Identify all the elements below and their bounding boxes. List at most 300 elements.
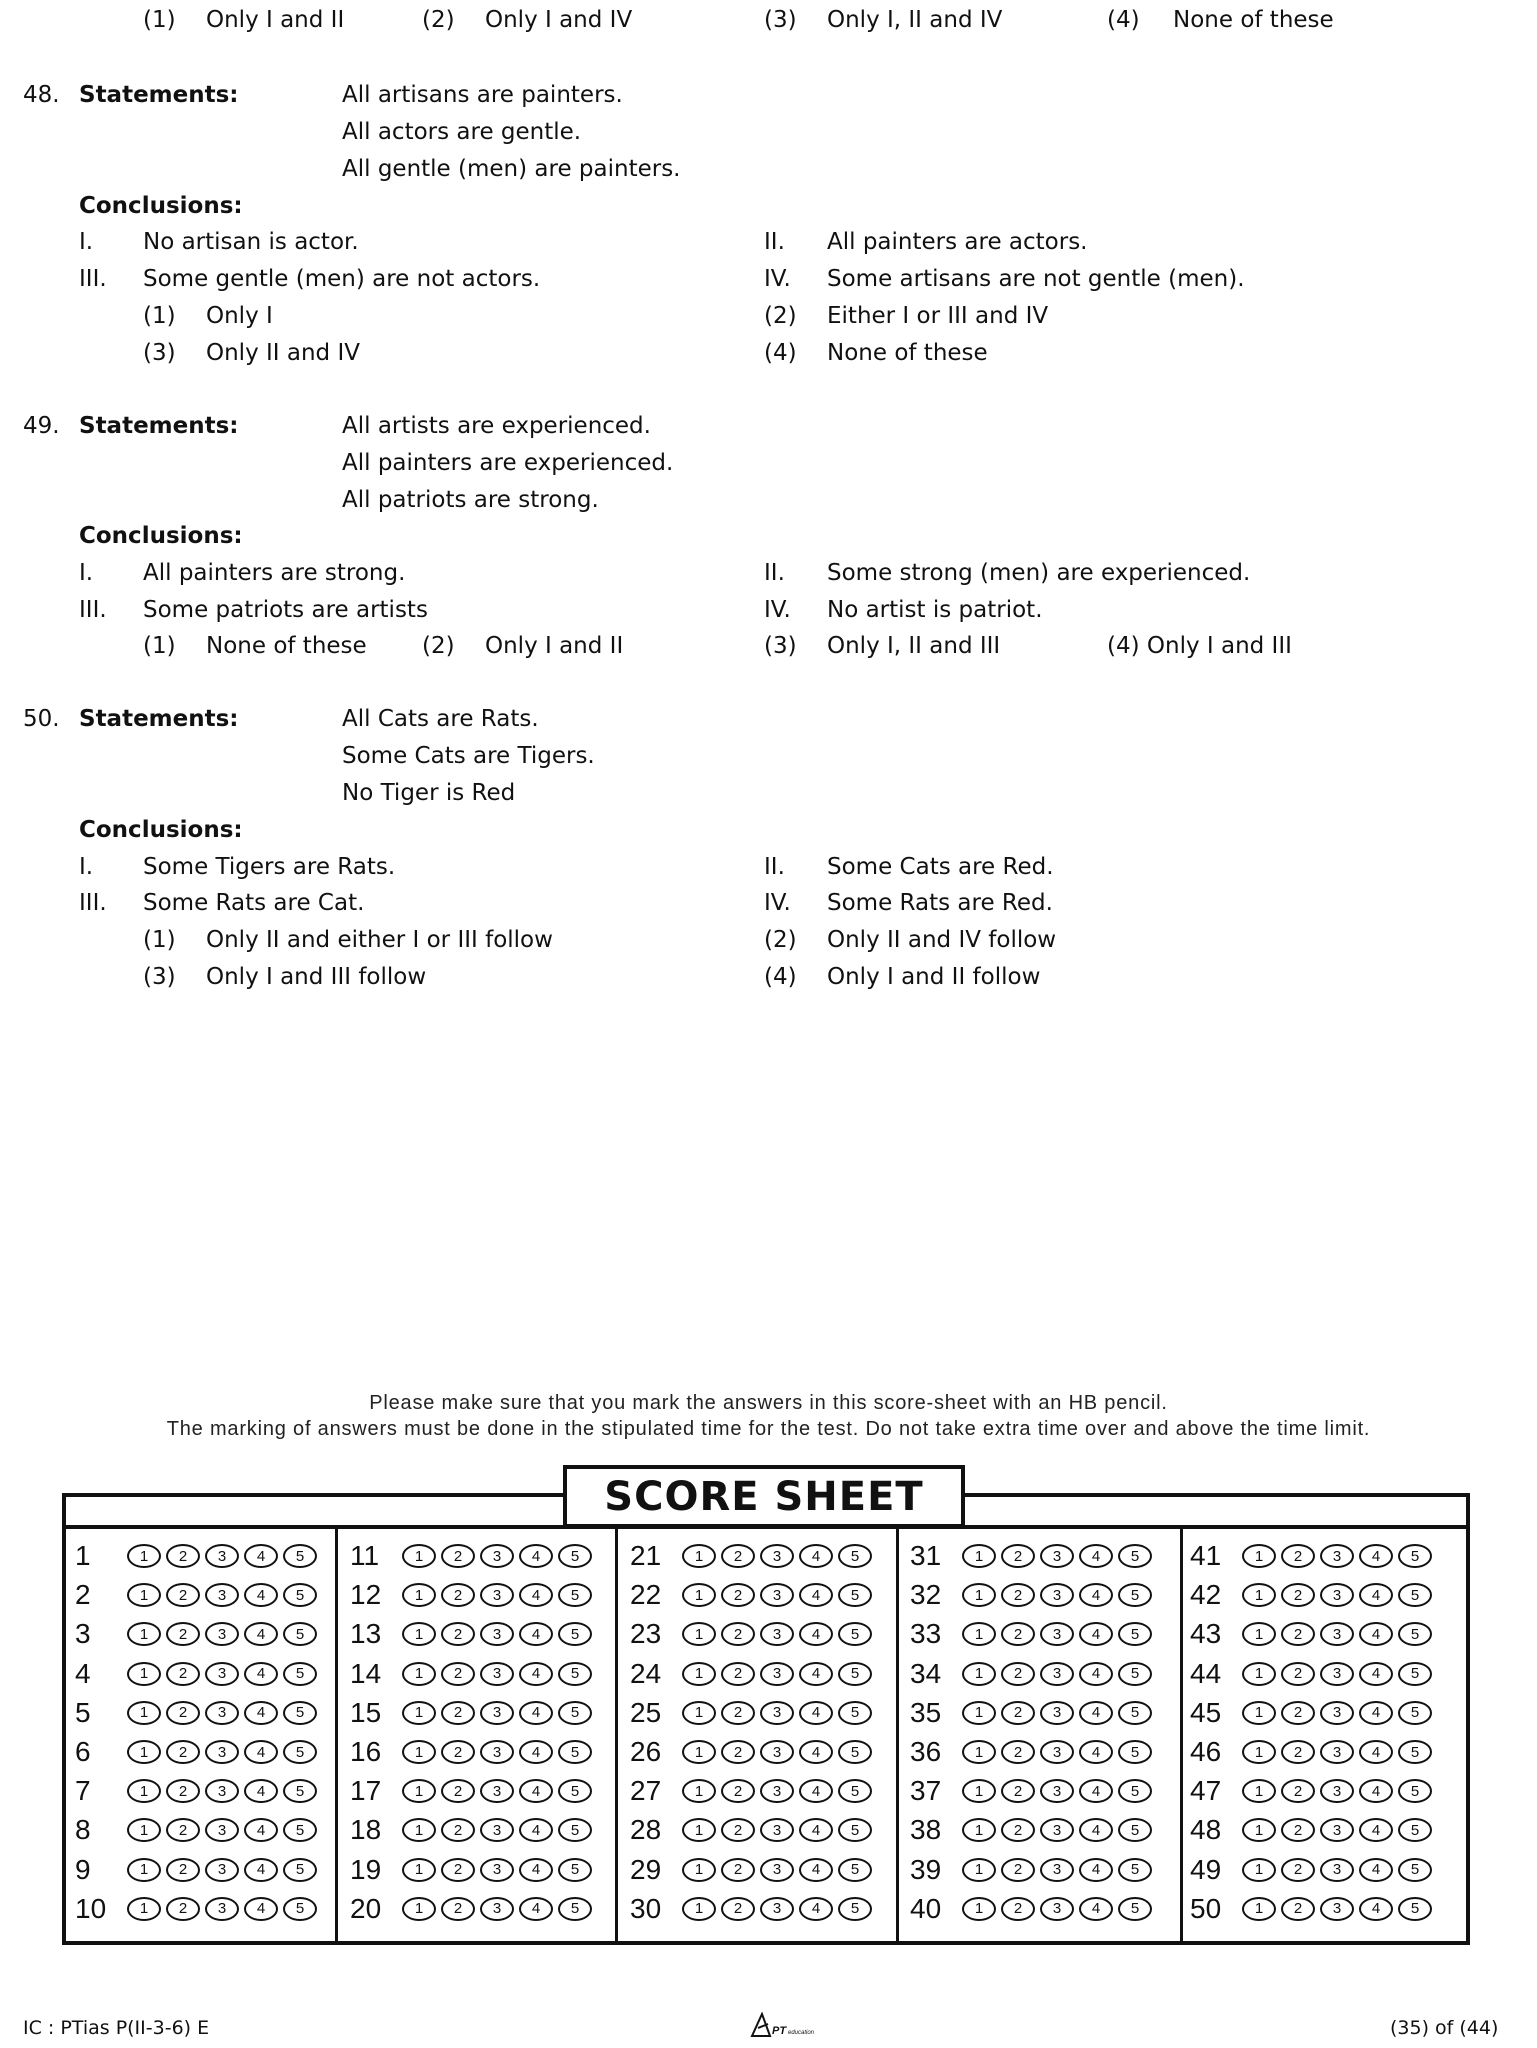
answer-bubble-5[interactable]: 5 bbox=[838, 1897, 872, 1921]
answer-bubble-1[interactable]: 1 bbox=[402, 1740, 436, 1764]
score-row-47 bbox=[1190, 1772, 1432, 1810]
answer-bubble-2[interactable]: 2 bbox=[1281, 1622, 1315, 1646]
answer-bubble-3[interactable]: 3 bbox=[480, 1544, 514, 1568]
answer-bubbles bbox=[682, 1779, 872, 1803]
answer-bubble-2[interactable]: 2 bbox=[1001, 1779, 1035, 1803]
answer-bubble-2[interactable]: 2 bbox=[166, 1897, 200, 1921]
answer-bubble-2[interactable]: 2 bbox=[441, 1701, 475, 1725]
answer-bubble-5[interactable]: 5 bbox=[558, 1662, 592, 1686]
answer-bubble-4[interactable]: 4 bbox=[244, 1662, 278, 1686]
answer-bubble-2[interactable]: 2 bbox=[166, 1544, 200, 1568]
answer-bubble-2[interactable]: 2 bbox=[721, 1544, 755, 1568]
answer-bubble-1[interactable]: 1 bbox=[127, 1701, 161, 1725]
answer-bubble-5[interactable]: 5 bbox=[838, 1818, 872, 1842]
answer-bubble-4[interactable]: 4 bbox=[1079, 1858, 1113, 1882]
answer-bubbles bbox=[1242, 1818, 1432, 1842]
answer-bubble-4[interactable]: 4 bbox=[1079, 1818, 1113, 1842]
answer-bubble-5[interactable]: 5 bbox=[558, 1583, 592, 1607]
answer-bubble-3[interactable]: 3 bbox=[760, 1858, 794, 1882]
answer-bubble-5[interactable]: 5 bbox=[1118, 1662, 1152, 1686]
answer-bubble-2[interactable]: 2 bbox=[721, 1818, 755, 1842]
answer-bubble-5[interactable]: 5 bbox=[558, 1858, 592, 1882]
answer-bubble-1[interactable]: 1 bbox=[1242, 1779, 1276, 1803]
answer-bubble-2[interactable]: 2 bbox=[721, 1583, 755, 1607]
answer-bubble-1[interactable]: 1 bbox=[682, 1583, 716, 1607]
answer-bubble-5[interactable]: 5 bbox=[283, 1858, 317, 1882]
answer-bubble-1[interactable]: 1 bbox=[682, 1662, 716, 1686]
answer-bubble-4[interactable]: 4 bbox=[519, 1662, 553, 1686]
answer-bubble-4[interactable]: 4 bbox=[1359, 1897, 1393, 1921]
answer-bubble-3[interactable]: 3 bbox=[480, 1779, 514, 1803]
q48-statement-3: All gentle (men) are painters. bbox=[342, 156, 681, 182]
answer-bubble-3[interactable]: 3 bbox=[1320, 1662, 1354, 1686]
answer-bubble-3[interactable]: 3 bbox=[205, 1740, 239, 1764]
score-question-number: 17 bbox=[350, 1775, 382, 1807]
answer-bubble-1[interactable]: 1 bbox=[402, 1818, 436, 1842]
answer-bubble-5[interactable]: 5 bbox=[1398, 1662, 1432, 1686]
answer-bubble-4[interactable]: 4 bbox=[1359, 1740, 1393, 1764]
score-question-number: 34 bbox=[910, 1657, 942, 1689]
answer-bubble-5[interactable]: 5 bbox=[1398, 1622, 1432, 1646]
answer-bubble-4[interactable]: 4 bbox=[1079, 1622, 1113, 1646]
answer-bubble-5[interactable]: 5 bbox=[1118, 1701, 1152, 1725]
answer-bubble-5[interactable]: 5 bbox=[838, 1622, 872, 1646]
q49-conclusion-1-num: I. bbox=[79, 560, 94, 586]
answer-bubble-1[interactable]: 1 bbox=[127, 1740, 161, 1764]
answer-bubble-3[interactable]: 3 bbox=[205, 1662, 239, 1686]
answer-bubble-3[interactable]: 3 bbox=[1040, 1662, 1074, 1686]
answer-bubble-5[interactable]: 5 bbox=[1118, 1544, 1152, 1568]
answer-bubble-2[interactable]: 2 bbox=[1281, 1897, 1315, 1921]
answer-bubble-1[interactable]: 1 bbox=[127, 1544, 161, 1568]
answer-bubble-1[interactable]: 1 bbox=[682, 1544, 716, 1568]
score-row-9 bbox=[75, 1851, 317, 1889]
score-row-7 bbox=[75, 1772, 317, 1810]
answer-bubble-3[interactable]: 3 bbox=[1320, 1740, 1354, 1764]
answer-bubble-4[interactable]: 4 bbox=[519, 1701, 553, 1725]
answer-bubble-2[interactable]: 2 bbox=[1001, 1544, 1035, 1568]
answer-bubble-1[interactable]: 1 bbox=[1242, 1583, 1276, 1607]
answer-bubble-1[interactable]: 1 bbox=[402, 1662, 436, 1686]
answer-bubble-5[interactable]: 5 bbox=[838, 1779, 872, 1803]
answer-bubble-4[interactable]: 4 bbox=[1359, 1779, 1393, 1803]
answer-bubble-1[interactable]: 1 bbox=[1242, 1662, 1276, 1686]
answer-bubble-1[interactable]: 1 bbox=[962, 1701, 996, 1725]
answer-bubble-1[interactable]: 1 bbox=[962, 1740, 996, 1764]
answer-bubble-4[interactable]: 4 bbox=[519, 1544, 553, 1568]
answer-bubble-1[interactable]: 1 bbox=[962, 1779, 996, 1803]
answer-bubble-3[interactable]: 3 bbox=[480, 1818, 514, 1842]
score-question-number: 47 bbox=[1190, 1775, 1222, 1807]
answer-bubble-2[interactable]: 2 bbox=[1281, 1701, 1315, 1725]
answer-bubble-5[interactable]: 5 bbox=[1118, 1740, 1152, 1764]
answer-bubble-2[interactable]: 2 bbox=[441, 1583, 475, 1607]
q49-statement-1: All artists are experienced. bbox=[342, 413, 651, 439]
answer-bubble-1[interactable]: 1 bbox=[962, 1662, 996, 1686]
answer-bubble-3[interactable]: 3 bbox=[480, 1897, 514, 1921]
answer-bubble-2[interactable]: 2 bbox=[166, 1740, 200, 1764]
answer-bubble-3[interactable]: 3 bbox=[1040, 1701, 1074, 1725]
answer-bubble-5[interactable]: 5 bbox=[838, 1740, 872, 1764]
answer-bubble-3[interactable]: 3 bbox=[205, 1544, 239, 1568]
answer-bubble-1[interactable]: 1 bbox=[1242, 1858, 1276, 1882]
answer-bubble-4[interactable]: 4 bbox=[244, 1818, 278, 1842]
q47-option-1-num: (1) bbox=[143, 7, 176, 33]
answer-bubble-5[interactable]: 5 bbox=[838, 1858, 872, 1882]
answer-bubble-2[interactable]: 2 bbox=[441, 1662, 475, 1686]
answer-bubble-5[interactable]: 5 bbox=[1118, 1583, 1152, 1607]
answer-bubble-5[interactable]: 5 bbox=[838, 1701, 872, 1725]
q48-statements-label: Statements: bbox=[79, 82, 239, 108]
answer-bubble-1[interactable]: 1 bbox=[1242, 1701, 1276, 1725]
q49-option-4-text: (4) Only I and III bbox=[1107, 633, 1292, 659]
answer-bubble-2[interactable]: 2 bbox=[1281, 1662, 1315, 1686]
answer-bubble-5[interactable]: 5 bbox=[283, 1544, 317, 1568]
answer-bubble-4[interactable]: 4 bbox=[519, 1583, 553, 1607]
score-row-15 bbox=[350, 1694, 592, 1732]
answer-bubble-3[interactable]: 3 bbox=[760, 1662, 794, 1686]
answer-bubble-4[interactable]: 4 bbox=[244, 1897, 278, 1921]
answer-bubble-3[interactable]: 3 bbox=[1040, 1622, 1074, 1646]
answer-bubble-2[interactable]: 2 bbox=[166, 1701, 200, 1725]
q50-conclusion-4-text: Some Rats are Red. bbox=[827, 890, 1053, 916]
answer-bubble-1[interactable]: 1 bbox=[682, 1622, 716, 1646]
answer-bubble-4[interactable]: 4 bbox=[519, 1818, 553, 1842]
answer-bubble-5[interactable]: 5 bbox=[1398, 1897, 1432, 1921]
answer-bubble-1[interactable]: 1 bbox=[682, 1818, 716, 1842]
answer-bubble-3[interactable]: 3 bbox=[760, 1740, 794, 1764]
answer-bubble-4[interactable]: 4 bbox=[799, 1779, 833, 1803]
answer-bubble-4[interactable]: 4 bbox=[1079, 1662, 1113, 1686]
answer-bubble-4[interactable]: 4 bbox=[519, 1858, 553, 1882]
answer-bubble-4[interactable]: 4 bbox=[1359, 1583, 1393, 1607]
answer-bubble-2[interactable]: 2 bbox=[166, 1818, 200, 1842]
answer-bubble-2[interactable]: 2 bbox=[166, 1583, 200, 1607]
answer-bubble-2[interactable]: 2 bbox=[441, 1858, 475, 1882]
score-question-number: 32 bbox=[910, 1579, 942, 1611]
answer-bubble-2[interactable]: 2 bbox=[441, 1818, 475, 1842]
answer-bubble-5[interactable]: 5 bbox=[283, 1701, 317, 1725]
q49-statement-2: All painters are experienced. bbox=[342, 450, 674, 476]
answer-bubble-5[interactable]: 5 bbox=[558, 1544, 592, 1568]
answer-bubble-1[interactable]: 1 bbox=[127, 1897, 161, 1921]
answer-bubble-1[interactable]: 1 bbox=[127, 1583, 161, 1607]
answer-bubble-2[interactable]: 2 bbox=[721, 1740, 755, 1764]
score-question-number: 26 bbox=[630, 1736, 662, 1767]
answer-bubble-4[interactable]: 4 bbox=[1079, 1544, 1113, 1568]
answer-bubble-4[interactable]: 4 bbox=[1079, 1897, 1113, 1921]
answer-bubble-1[interactable]: 1 bbox=[1242, 1544, 1276, 1568]
answer-bubble-5[interactable]: 5 bbox=[283, 1740, 317, 1764]
answer-bubbles bbox=[682, 1897, 872, 1921]
answer-bubble-4[interactable]: 4 bbox=[799, 1622, 833, 1646]
answer-bubble-1[interactable]: 1 bbox=[402, 1858, 436, 1882]
answer-bubble-5[interactable]: 5 bbox=[1398, 1779, 1432, 1803]
answer-bubble-3[interactable]: 3 bbox=[1040, 1583, 1074, 1607]
answer-bubble-4[interactable]: 4 bbox=[519, 1779, 553, 1803]
answer-bubble-4[interactable]: 4 bbox=[799, 1544, 833, 1568]
answer-bubble-2[interactable]: 2 bbox=[721, 1858, 755, 1882]
answer-bubble-5[interactable]: 5 bbox=[838, 1544, 872, 1568]
answer-bubble-3[interactable]: 3 bbox=[205, 1583, 239, 1607]
score-question-number: 21 bbox=[630, 1540, 662, 1571]
answer-bubble-4[interactable]: 4 bbox=[244, 1701, 278, 1725]
answer-bubble-2[interactable]: 2 bbox=[1001, 1662, 1035, 1686]
answer-bubble-2[interactable]: 2 bbox=[721, 1662, 755, 1686]
q50-statement-1: All Cats are Rats. bbox=[342, 706, 539, 732]
answer-bubble-5[interactable]: 5 bbox=[283, 1622, 317, 1646]
answer-bubbles bbox=[962, 1818, 1152, 1842]
answer-bubble-2[interactable]: 2 bbox=[721, 1779, 755, 1803]
answer-bubble-4[interactable]: 4 bbox=[799, 1701, 833, 1725]
answer-bubble-4[interactable]: 4 bbox=[1359, 1858, 1393, 1882]
answer-bubble-3[interactable]: 3 bbox=[1040, 1779, 1074, 1803]
answer-bubbles bbox=[962, 1779, 1152, 1803]
answer-bubble-1[interactable]: 1 bbox=[962, 1583, 996, 1607]
answer-bubble-2[interactable]: 2 bbox=[1281, 1583, 1315, 1607]
answer-bubble-2[interactable]: 2 bbox=[1001, 1622, 1035, 1646]
answer-bubble-1[interactable]: 1 bbox=[127, 1662, 161, 1686]
answer-bubble-1[interactable]: 1 bbox=[682, 1858, 716, 1882]
answer-bubble-5[interactable]: 5 bbox=[558, 1897, 592, 1921]
answer-bubble-2[interactable]: 2 bbox=[1001, 1740, 1035, 1764]
answer-bubble-3[interactable]: 3 bbox=[760, 1544, 794, 1568]
answer-bubble-5[interactable]: 5 bbox=[283, 1662, 317, 1686]
answer-bubble-2[interactable]: 2 bbox=[1281, 1818, 1315, 1842]
answer-bubble-1[interactable]: 1 bbox=[402, 1583, 436, 1607]
answer-bubble-5[interactable]: 5 bbox=[1398, 1701, 1432, 1725]
answer-bubble-2[interactable]: 2 bbox=[166, 1662, 200, 1686]
answer-bubble-5[interactable]: 5 bbox=[1118, 1622, 1152, 1646]
answer-bubble-1[interactable]: 1 bbox=[962, 1858, 996, 1882]
score-question-number: 27 bbox=[630, 1775, 662, 1807]
q48-conclusion-1-text: No artisan is actor. bbox=[143, 229, 359, 255]
score-question-number: 50 bbox=[1190, 1892, 1222, 1924]
answer-bubble-3[interactable]: 3 bbox=[1040, 1818, 1074, 1842]
answer-bubble-4[interactable]: 4 bbox=[1079, 1583, 1113, 1607]
answer-bubble-2[interactable]: 2 bbox=[1001, 1583, 1035, 1607]
answer-bubble-3[interactable]: 3 bbox=[480, 1858, 514, 1882]
answer-bubble-2[interactable]: 2 bbox=[1001, 1897, 1035, 1921]
answer-bubble-3[interactable]: 3 bbox=[760, 1779, 794, 1803]
answer-bubble-5[interactable]: 5 bbox=[1118, 1779, 1152, 1803]
answer-bubble-1[interactable]: 1 bbox=[1242, 1622, 1276, 1646]
score-question-number: 1 bbox=[75, 1540, 91, 1571]
answer-bubble-1[interactable]: 1 bbox=[962, 1818, 996, 1842]
answer-bubble-5[interactable]: 5 bbox=[838, 1662, 872, 1686]
answer-bubble-3[interactable]: 3 bbox=[205, 1779, 239, 1803]
answer-bubble-5[interactable]: 5 bbox=[558, 1622, 592, 1646]
answer-bubble-4[interactable]: 4 bbox=[1079, 1740, 1113, 1764]
score-row-34 bbox=[910, 1655, 1152, 1693]
answer-bubble-3[interactable]: 3 bbox=[760, 1818, 794, 1842]
answer-bubble-4[interactable]: 4 bbox=[1079, 1701, 1113, 1725]
answer-bubble-5[interactable]: 5 bbox=[558, 1818, 592, 1842]
answer-bubble-2[interactable]: 2 bbox=[721, 1622, 755, 1646]
answer-bubble-3[interactable]: 3 bbox=[480, 1622, 514, 1646]
score-sheet-notice-line-2: The marking of answers must be done in the stipulated time for the test. Do not take extra time over and above the time limit. bbox=[166, 1418, 1371, 1440]
answer-bubble-2[interactable]: 2 bbox=[441, 1622, 475, 1646]
answer-bubbles bbox=[402, 1583, 592, 1607]
answer-bubble-4[interactable]: 4 bbox=[244, 1583, 278, 1607]
answer-bubble-5[interactable]: 5 bbox=[1398, 1544, 1432, 1568]
answer-bubble-4[interactable]: 4 bbox=[799, 1858, 833, 1882]
answer-bubble-5[interactable]: 5 bbox=[558, 1701, 592, 1725]
answer-bubble-1[interactable]: 1 bbox=[1242, 1818, 1276, 1842]
q50-conclusion-3-num: III. bbox=[79, 890, 107, 916]
answer-bubble-4[interactable]: 4 bbox=[1359, 1818, 1393, 1842]
answer-bubble-1[interactable]: 1 bbox=[127, 1779, 161, 1803]
answer-bubble-1[interactable]: 1 bbox=[127, 1622, 161, 1646]
answer-bubble-3[interactable]: 3 bbox=[205, 1858, 239, 1882]
answer-bubbles bbox=[402, 1701, 592, 1725]
answer-bubble-5[interactable]: 5 bbox=[283, 1779, 317, 1803]
answer-bubble-1[interactable]: 1 bbox=[402, 1701, 436, 1725]
answer-bubble-1[interactable]: 1 bbox=[682, 1897, 716, 1921]
answer-bubble-1[interactable]: 1 bbox=[682, 1740, 716, 1764]
answer-bubble-2[interactable]: 2 bbox=[721, 1701, 755, 1725]
answer-bubble-2[interactable]: 2 bbox=[441, 1544, 475, 1568]
answer-bubbles bbox=[682, 1583, 872, 1607]
score-question-number: 39 bbox=[910, 1853, 942, 1885]
score-question-number: 45 bbox=[1190, 1696, 1222, 1728]
score-row-48 bbox=[1190, 1811, 1432, 1849]
answer-bubbles bbox=[127, 1779, 317, 1803]
answer-bubble-5[interactable]: 5 bbox=[1398, 1818, 1432, 1842]
answer-bubble-1[interactable]: 1 bbox=[962, 1622, 996, 1646]
answer-bubble-2[interactable]: 2 bbox=[1001, 1818, 1035, 1842]
answer-bubble-3[interactable]: 3 bbox=[205, 1818, 239, 1842]
answer-bubble-5[interactable]: 5 bbox=[283, 1583, 317, 1607]
answer-bubble-3[interactable]: 3 bbox=[760, 1897, 794, 1921]
answer-bubble-2[interactable]: 2 bbox=[1281, 1858, 1315, 1882]
answer-bubble-3[interactable]: 3 bbox=[760, 1622, 794, 1646]
answer-bubble-4[interactable]: 4 bbox=[799, 1583, 833, 1607]
answer-bubble-5[interactable]: 5 bbox=[1118, 1818, 1152, 1842]
answer-bubbles bbox=[402, 1779, 592, 1803]
answer-bubble-3[interactable]: 3 bbox=[1040, 1740, 1074, 1764]
answer-bubble-1[interactable]: 1 bbox=[682, 1779, 716, 1803]
answer-bubble-1[interactable]: 1 bbox=[127, 1818, 161, 1842]
answer-bubble-4[interactable]: 4 bbox=[244, 1740, 278, 1764]
answer-bubble-2[interactable]: 2 bbox=[166, 1779, 200, 1803]
answer-bubble-3[interactable]: 3 bbox=[1040, 1544, 1074, 1568]
score-question-number: 36 bbox=[910, 1736, 942, 1767]
answer-bubble-3[interactable]: 3 bbox=[1320, 1583, 1354, 1607]
answer-bubble-4[interactable]: 4 bbox=[244, 1622, 278, 1646]
answer-bubble-4[interactable]: 4 bbox=[799, 1897, 833, 1921]
answer-bubble-3[interactable]: 3 bbox=[1320, 1544, 1354, 1568]
q50-option-2-text: Only II and IV follow bbox=[827, 927, 1057, 953]
answer-bubble-1[interactable]: 1 bbox=[402, 1622, 436, 1646]
answer-bubbles bbox=[127, 1818, 317, 1842]
answer-bubble-3[interactable]: 3 bbox=[1320, 1779, 1354, 1803]
answer-bubble-5[interactable]: 5 bbox=[283, 1897, 317, 1921]
answer-bubble-1[interactable]: 1 bbox=[402, 1779, 436, 1803]
answer-bubble-2[interactable]: 2 bbox=[1001, 1701, 1035, 1725]
answer-bubble-4[interactable]: 4 bbox=[244, 1544, 278, 1568]
answer-bubble-4[interactable]: 4 bbox=[1079, 1779, 1113, 1803]
answer-bubble-1[interactable]: 1 bbox=[1242, 1897, 1276, 1921]
answer-bubble-4[interactable]: 4 bbox=[244, 1858, 278, 1882]
score-question-number: 2 bbox=[75, 1579, 91, 1611]
answer-bubble-4[interactable]: 4 bbox=[1359, 1544, 1393, 1568]
answer-bubble-4[interactable]: 4 bbox=[244, 1779, 278, 1803]
score-question-number: 40 bbox=[910, 1892, 942, 1924]
answer-bubble-5[interactable]: 5 bbox=[1118, 1897, 1152, 1921]
answer-bubble-1[interactable]: 1 bbox=[402, 1544, 436, 1568]
answer-bubble-3[interactable]: 3 bbox=[205, 1701, 239, 1725]
answer-bubble-2[interactable]: 2 bbox=[1001, 1858, 1035, 1882]
answer-bubble-5[interactable]: 5 bbox=[1398, 1858, 1432, 1882]
score-row-4 bbox=[75, 1655, 317, 1693]
answer-bubble-5[interactable]: 5 bbox=[558, 1740, 592, 1764]
answer-bubble-2[interactable]: 2 bbox=[441, 1740, 475, 1764]
answer-bubble-3[interactable]: 3 bbox=[1040, 1858, 1074, 1882]
answer-bubble-3[interactable]: 3 bbox=[480, 1583, 514, 1607]
answer-bubble-3[interactable]: 3 bbox=[1320, 1622, 1354, 1646]
score-row-49 bbox=[1190, 1851, 1432, 1889]
answer-bubble-4[interactable]: 4 bbox=[1359, 1622, 1393, 1646]
answer-bubble-4[interactable]: 4 bbox=[1359, 1662, 1393, 1686]
answer-bubbles bbox=[402, 1544, 592, 1568]
answer-bubble-3[interactable]: 3 bbox=[480, 1662, 514, 1686]
answer-bubble-2[interactable]: 2 bbox=[721, 1897, 755, 1921]
answer-bubble-2[interactable]: 2 bbox=[441, 1779, 475, 1803]
answer-bubble-5[interactable]: 5 bbox=[1398, 1583, 1432, 1607]
answer-bubble-3[interactable]: 3 bbox=[1320, 1897, 1354, 1921]
answer-bubble-1[interactable]: 1 bbox=[682, 1701, 716, 1725]
answer-bubble-3[interactable]: 3 bbox=[480, 1701, 514, 1725]
answer-bubble-2[interactable]: 2 bbox=[1281, 1779, 1315, 1803]
answer-bubble-4[interactable]: 4 bbox=[799, 1740, 833, 1764]
answer-bubble-3[interactable]: 3 bbox=[1320, 1701, 1354, 1725]
answer-bubble-3[interactable]: 3 bbox=[480, 1740, 514, 1764]
answer-bubble-2[interactable]: 2 bbox=[166, 1858, 200, 1882]
answer-bubble-4[interactable]: 4 bbox=[519, 1622, 553, 1646]
answer-bubble-2[interactable]: 2 bbox=[166, 1622, 200, 1646]
answer-bubble-4[interactable]: 4 bbox=[1359, 1701, 1393, 1725]
answer-bubble-2[interactable]: 2 bbox=[1281, 1740, 1315, 1764]
answer-bubbles bbox=[127, 1622, 317, 1646]
answer-bubbles bbox=[1242, 1544, 1432, 1568]
answer-bubble-3[interactable]: 3 bbox=[205, 1622, 239, 1646]
answer-bubble-5[interactable]: 5 bbox=[1398, 1740, 1432, 1764]
answer-bubble-1[interactable]: 1 bbox=[1242, 1740, 1276, 1764]
answer-bubble-2[interactable]: 2 bbox=[1281, 1544, 1315, 1568]
answer-bubble-1[interactable]: 1 bbox=[962, 1544, 996, 1568]
answer-bubble-4[interactable]: 4 bbox=[799, 1662, 833, 1686]
answer-bubble-2[interactable]: 2 bbox=[441, 1897, 475, 1921]
answer-bubble-4[interactable]: 4 bbox=[799, 1818, 833, 1842]
answer-bubble-1[interactable]: 1 bbox=[127, 1858, 161, 1882]
answer-bubble-4[interactable]: 4 bbox=[519, 1740, 553, 1764]
answer-bubble-4[interactable]: 4 bbox=[519, 1897, 553, 1921]
answer-bubble-1[interactable]: 1 bbox=[402, 1897, 436, 1921]
answer-bubble-3[interactable]: 3 bbox=[1040, 1897, 1074, 1921]
answer-bubble-3[interactable]: 3 bbox=[1320, 1818, 1354, 1842]
answer-bubble-5[interactable]: 5 bbox=[558, 1779, 592, 1803]
answer-bubble-3[interactable]: 3 bbox=[760, 1701, 794, 1725]
answer-bubble-3[interactable]: 3 bbox=[1320, 1858, 1354, 1882]
answer-bubble-3[interactable]: 3 bbox=[205, 1897, 239, 1921]
answer-bubble-5[interactable]: 5 bbox=[1118, 1858, 1152, 1882]
q47-option-2-text: Only I and IV bbox=[485, 7, 633, 33]
answer-bubble-5[interactable]: 5 bbox=[283, 1818, 317, 1842]
answer-bubble-3[interactable]: 3 bbox=[760, 1583, 794, 1607]
answer-bubble-5[interactable]: 5 bbox=[838, 1583, 872, 1607]
answer-bubble-1[interactable]: 1 bbox=[962, 1897, 996, 1921]
